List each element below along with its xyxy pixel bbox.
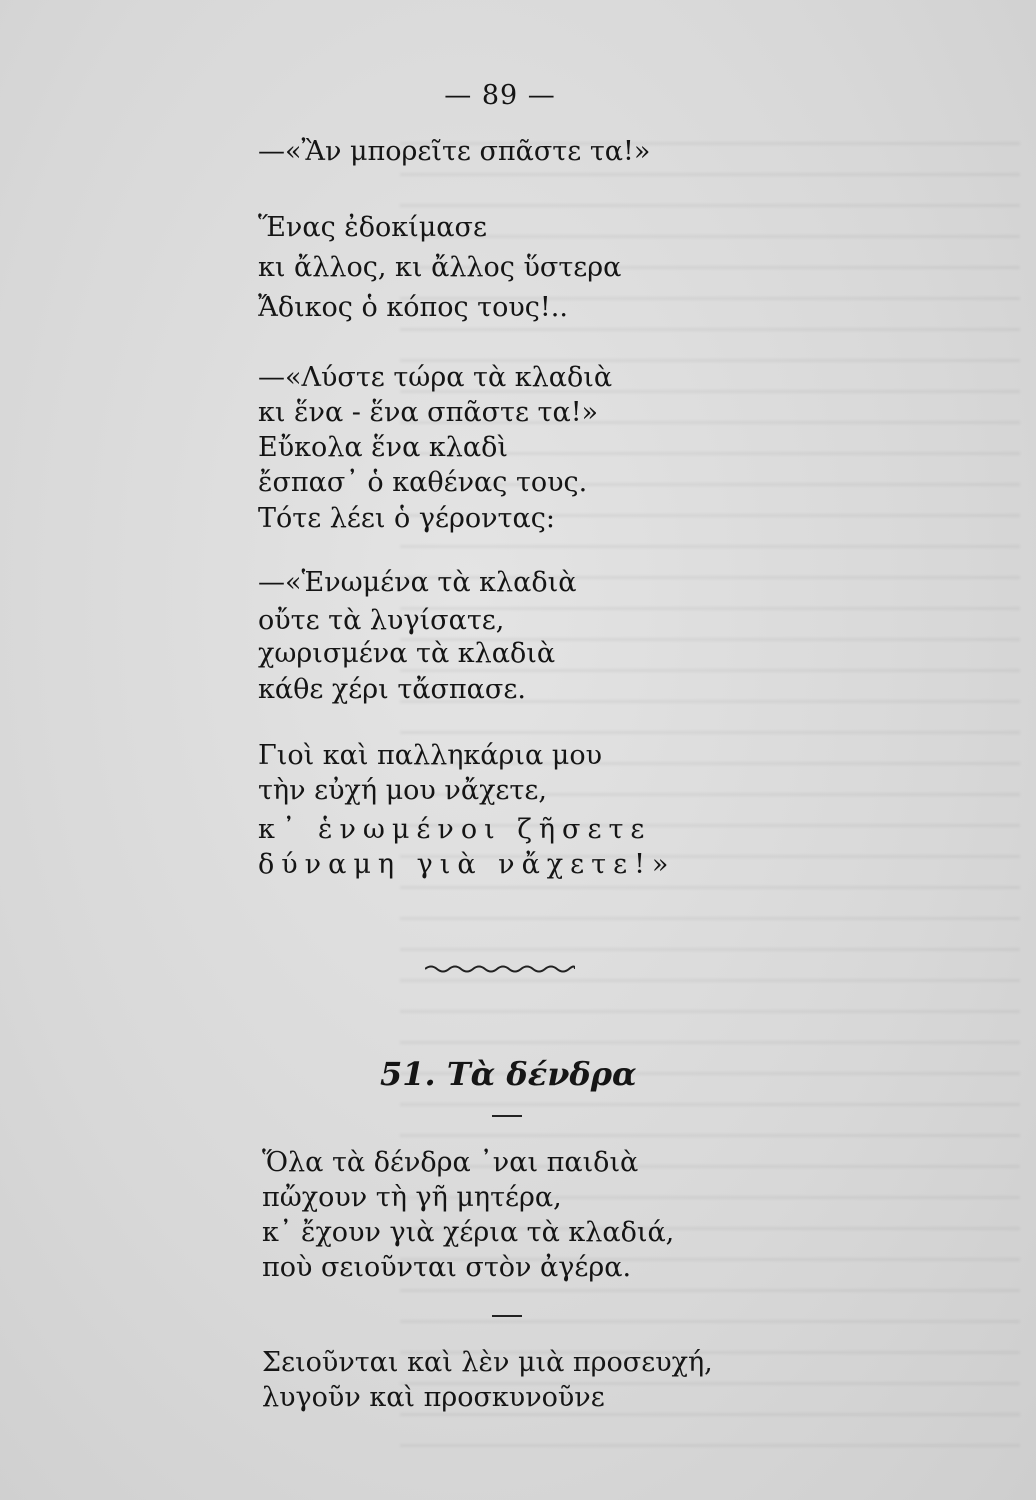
poem-line: κι ἕνα - ἕνα σπᾶστε τα!» bbox=[258, 397, 599, 428]
poem-line: κ᾿ ἑνωμένοι ζῆσετε bbox=[258, 814, 652, 845]
poem-line: Ὅλα τὰ δένδρα ᾿ναι παιδιὰ bbox=[262, 1147, 639, 1178]
poem-line: Γιοὶ καὶ παλληκάρια μου bbox=[258, 740, 602, 771]
poem-line: Σειοῦνται καὶ λὲν μιὰ προσευχή, bbox=[262, 1347, 713, 1378]
page-number: — 89 — bbox=[444, 80, 556, 111]
poem-line: ἔσπασ᾿ ὁ καθένας τους. bbox=[258, 467, 588, 498]
poem-line: κ᾿ ἔχουν γιὰ χέρια τὰ κλαδιά, bbox=[262, 1217, 675, 1248]
poem-line: Τότε λέει ὁ γέροντας: bbox=[258, 503, 555, 534]
poem-line: τὴν εὐχή μου νἄχετε, bbox=[258, 775, 547, 806]
stanza-rule bbox=[492, 1315, 522, 1317]
poem-line: κάθε χέρι τἄσπασε. bbox=[258, 674, 526, 705]
poem-line: οὔτε τὰ λυγίσατε, bbox=[258, 605, 505, 636]
poem-line: λυγοῦν καὶ προσκυνοῦνε bbox=[262, 1382, 605, 1413]
poem-line: Ἕνας ἐδοκίμασε bbox=[258, 212, 487, 243]
section-title: 51. Τὰ δένδρα bbox=[380, 1055, 637, 1093]
poem-line: —«Λύστε τώρα τὰ κλαδιὰ bbox=[258, 362, 613, 393]
poem-line: Εὔκολα ἕνα κλαδὶ bbox=[258, 432, 508, 463]
decorative-divider bbox=[425, 963, 575, 975]
poem-line: ποὺ σειοῦνται στὸν ἀγέρα. bbox=[262, 1252, 632, 1283]
poem-line: Ἄδικος ὁ κόπος τους!.. bbox=[258, 292, 568, 323]
poem-line: χωρισμένα τὰ κλαδιὰ bbox=[258, 638, 556, 669]
poem-line: πὤχουν τὴ γῆ μητέρα, bbox=[262, 1182, 562, 1213]
poem-line: —«Ἂν μπορεῖτε σπᾶστε τα!» bbox=[258, 136, 651, 167]
title-rule bbox=[492, 1115, 522, 1117]
poem-line: δύναμη γιὰ νἄχετε!» bbox=[258, 849, 676, 880]
poem-line: —«Ἑνωμένα τὰ κλαδιὰ bbox=[258, 567, 577, 598]
poem-line: κι ἄλλος, κι ἄλλος ὕστερα bbox=[258, 252, 622, 283]
